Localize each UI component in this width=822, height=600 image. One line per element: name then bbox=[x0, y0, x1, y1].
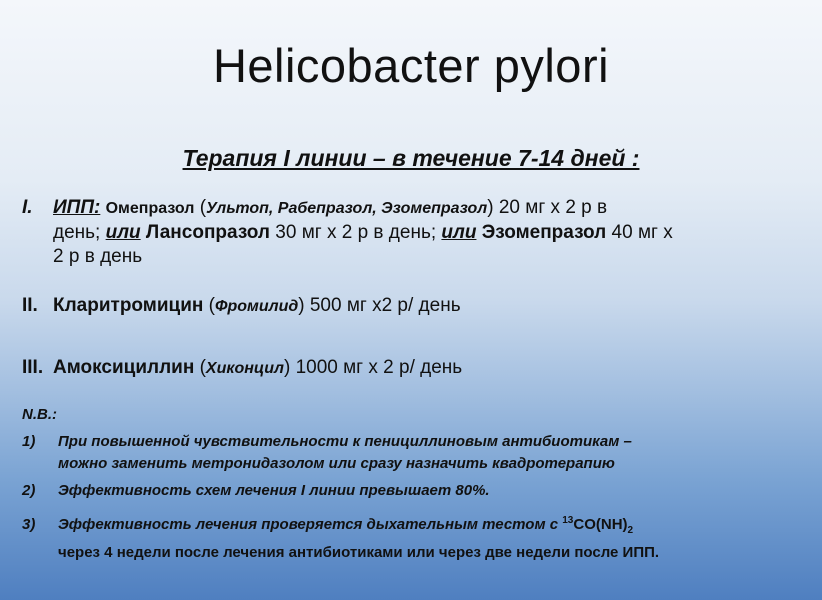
ppi-label: ИПП: bbox=[53, 197, 101, 218]
nb-label: N.B.: bbox=[22, 406, 57, 423]
drug-alternative: Фромилид bbox=[214, 298, 299, 315]
note-text: Эффективность схем лечения I линии превышает 80%. bbox=[58, 482, 490, 499]
text-fragment: день; bbox=[53, 222, 106, 243]
drug-dose: ) 20 мг х 2 р в bbox=[487, 197, 608, 218]
note-text: через 4 недели после лечения антибиотиками или через две недели после ИПП. bbox=[58, 544, 660, 561]
item-number: III. bbox=[22, 357, 44, 378]
chemical-formula: CO(NH) bbox=[573, 516, 628, 533]
note-number: 3) bbox=[22, 516, 36, 533]
note-number: 2) bbox=[22, 482, 36, 499]
slide-title: Helicobacter pylori bbox=[212, 39, 610, 92]
therapy-item-clarithromycin bbox=[22, 294, 812, 319]
drug-dose: ) 1000 мг х 2 р/ день bbox=[283, 357, 463, 378]
drug-name: Лансопразол bbox=[140, 222, 270, 243]
drug-alternatives: Ультоп, Рабепразол, Эзомепразол bbox=[206, 200, 488, 217]
note-text: Эффективность лечения проверяется дыхательным тестом с bbox=[58, 516, 563, 533]
paren-open: ( bbox=[203, 295, 215, 316]
drug-dose: 40 мг х bbox=[606, 222, 673, 243]
paren-open: ( bbox=[194, 197, 207, 218]
note-3 bbox=[22, 510, 817, 564]
drug-alternative: Хиконцил bbox=[205, 360, 284, 377]
drug-dose: ) 500 мг х2 р/ день bbox=[298, 295, 461, 316]
item-continuation bbox=[22, 221, 812, 245]
drug-name: Омепразол bbox=[105, 200, 195, 217]
paren-open: ( bbox=[194, 357, 206, 378]
item-number: I. bbox=[22, 197, 33, 218]
note-1 bbox=[22, 431, 812, 475]
or-label: или bbox=[441, 222, 477, 243]
therapy-item-ppi bbox=[22, 196, 812, 269]
or-label: или bbox=[105, 222, 141, 243]
drug-name: Эзомепразол bbox=[476, 222, 607, 243]
isotope-superscript: 13 bbox=[562, 515, 574, 526]
note-number: 1) bbox=[22, 433, 36, 450]
note-text: можно заменить метронидазолом или сразу назначить квадротерапию bbox=[58, 455, 615, 472]
slide-subtitle: Терапия I линии – в течение 7-14 дней : bbox=[182, 145, 640, 171]
formula-subscript: 2 bbox=[627, 525, 634, 536]
item-number: II. bbox=[22, 295, 38, 316]
item-continuation: 2 р в день bbox=[53, 246, 143, 267]
note-2 bbox=[22, 480, 812, 502]
drug-name: Амоксициллин bbox=[53, 357, 195, 378]
therapy-item-amoxicillin bbox=[22, 356, 812, 381]
note-text: При повышенной чувствительности к пенициллиновым антибиотикам – bbox=[58, 433, 632, 450]
drug-dose: 30 мг х 2 р в день; bbox=[270, 222, 442, 243]
drug-name: Кларитромицин bbox=[53, 295, 204, 316]
